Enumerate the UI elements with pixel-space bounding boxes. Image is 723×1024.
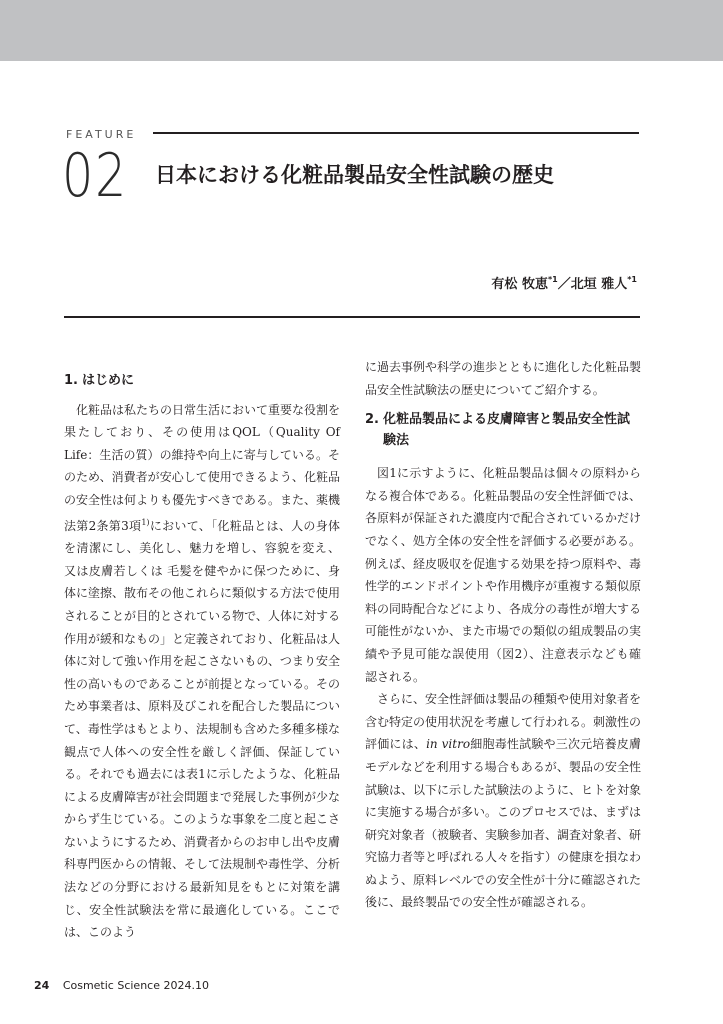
page-number: 24 [34,979,50,992]
section-heading [64,370,340,393]
author-affiliation-mark: *1 [627,275,637,284]
reference-mark: 1) [141,517,150,527]
section-title: 化粧品製品による皮膚障害と製品安全性試験法 [382,412,630,449]
journal-issue: 2024.10 [163,979,209,992]
journal-name: Cosmetic Science [62,979,160,992]
author-name: 北垣 雅人 [570,277,628,292]
paragraph-text: 化粧品は私たちの日常生活において重要な役割を果たしており、その使用はQOL（Quality Of Life：生活の質）の維持や向上に寄与している。そのため、消費者が安心して使用できるよう、化粧品の安全性は何よりも優先すべきである。また、薬機法第2条第3項 [64,402,341,533]
author-separator: ／ [557,277,571,292]
italic-term: in vitro [426,737,471,752]
paragraph-text: さらに、安全性評価は製品の種類や使用対象者を含む特定の使用状況を考慮して行われる。刺激性の評価には、 [365,692,642,752]
body-paragraph: 図1に示すように、化粧品製品は個々の原料からなる複合体である。化粧品製品の安全性評価では、各原料が保証された濃度内で配合されているかだけでなく、処方全体の安全性を評価する必要がある。例えば、経皮吸収を促進する効果を持つ原料や、毒性学的エンドポイントや作用機序が重複する類似原料の同時配合などにより、各成分の毒性が増大する可能性がないか、また市場での類似の組成製品の実績や予見可能な誤使用（図2）、注意表示なども確認される。 [365,466,642,684]
body-paragraph [64,399,340,944]
feature-number: 02 [62,141,128,211]
page-footer [34,979,209,992]
body-paragraph [365,688,641,914]
author-line [491,270,637,295]
feature-label: FEATURE [66,128,137,141]
left-column [64,356,340,944]
author-affiliation-mark: *1 [547,275,558,284]
author-name: 有松 牧恵 [491,277,548,292]
header-band [0,0,723,61]
section-number: 1. [64,373,78,388]
section-heading [365,409,641,451]
body-paragraph: に過去事例や科学の進歩とともに進化した化粧品製品安全性試験法の歴史についてご紹介する。 [365,360,642,397]
paragraph-text: において、「化粧品とは、人の身体を清潔にし、美化し、魅力を増し、容貌を変え、又は皮膚若しくは 毛髪を健やかに保つために、身体に塗擦、散布その他これらに類似する方法で使用されることが目的とされている物で、人体に対する作用が緩和なもの」と定義されており、化粧品は人体に対して強い作用を起こさないもの、つまり安全性の高いものであることが前提となっている。そのため事業者は、原料及びこれを配合した製品について、毒性学はもとより、法規制も含めた多種多様な観点で人体への安全性を厳しく評価、保証している。それでも過去には表1に示したような、化粧品による皮膚障害が社会問題まで発展した事例が少なからず生じている。このような事象を二度と起こさないようにするため、消費者からのお申し出や皮膚科専門医からの情報、そして法規制や毒性学、分析法などの分野における最新知見をもとに対策を講じ、安全性試験法を常に最適化している。ここでは、このよう [64,518,341,940]
paragraph-text: 細胞毒性試験や三次元培養皮膚モデルなどを利用する場合もあるが、製品の安全性試験は、以下に示した試験法のように、ヒトを対象に実施する場合が多い。このプロセスでは、まずは研究対象者（被験者、実験参加者、調査対象者、研究協力者等と呼ばれる人々を指す）の健康を損なわぬよう、原料レベルでの安全性が十分に確認された後に、最終製品での安全性が確認される。 [365,737,642,910]
section-number: 2. [365,412,379,428]
right-column [365,356,641,914]
section-divider [64,316,640,318]
header-rule [153,132,639,134]
section-title: はじめに [81,373,134,388]
article-title: 日本における化粧品製品安全性試験の歴史 [155,163,554,187]
